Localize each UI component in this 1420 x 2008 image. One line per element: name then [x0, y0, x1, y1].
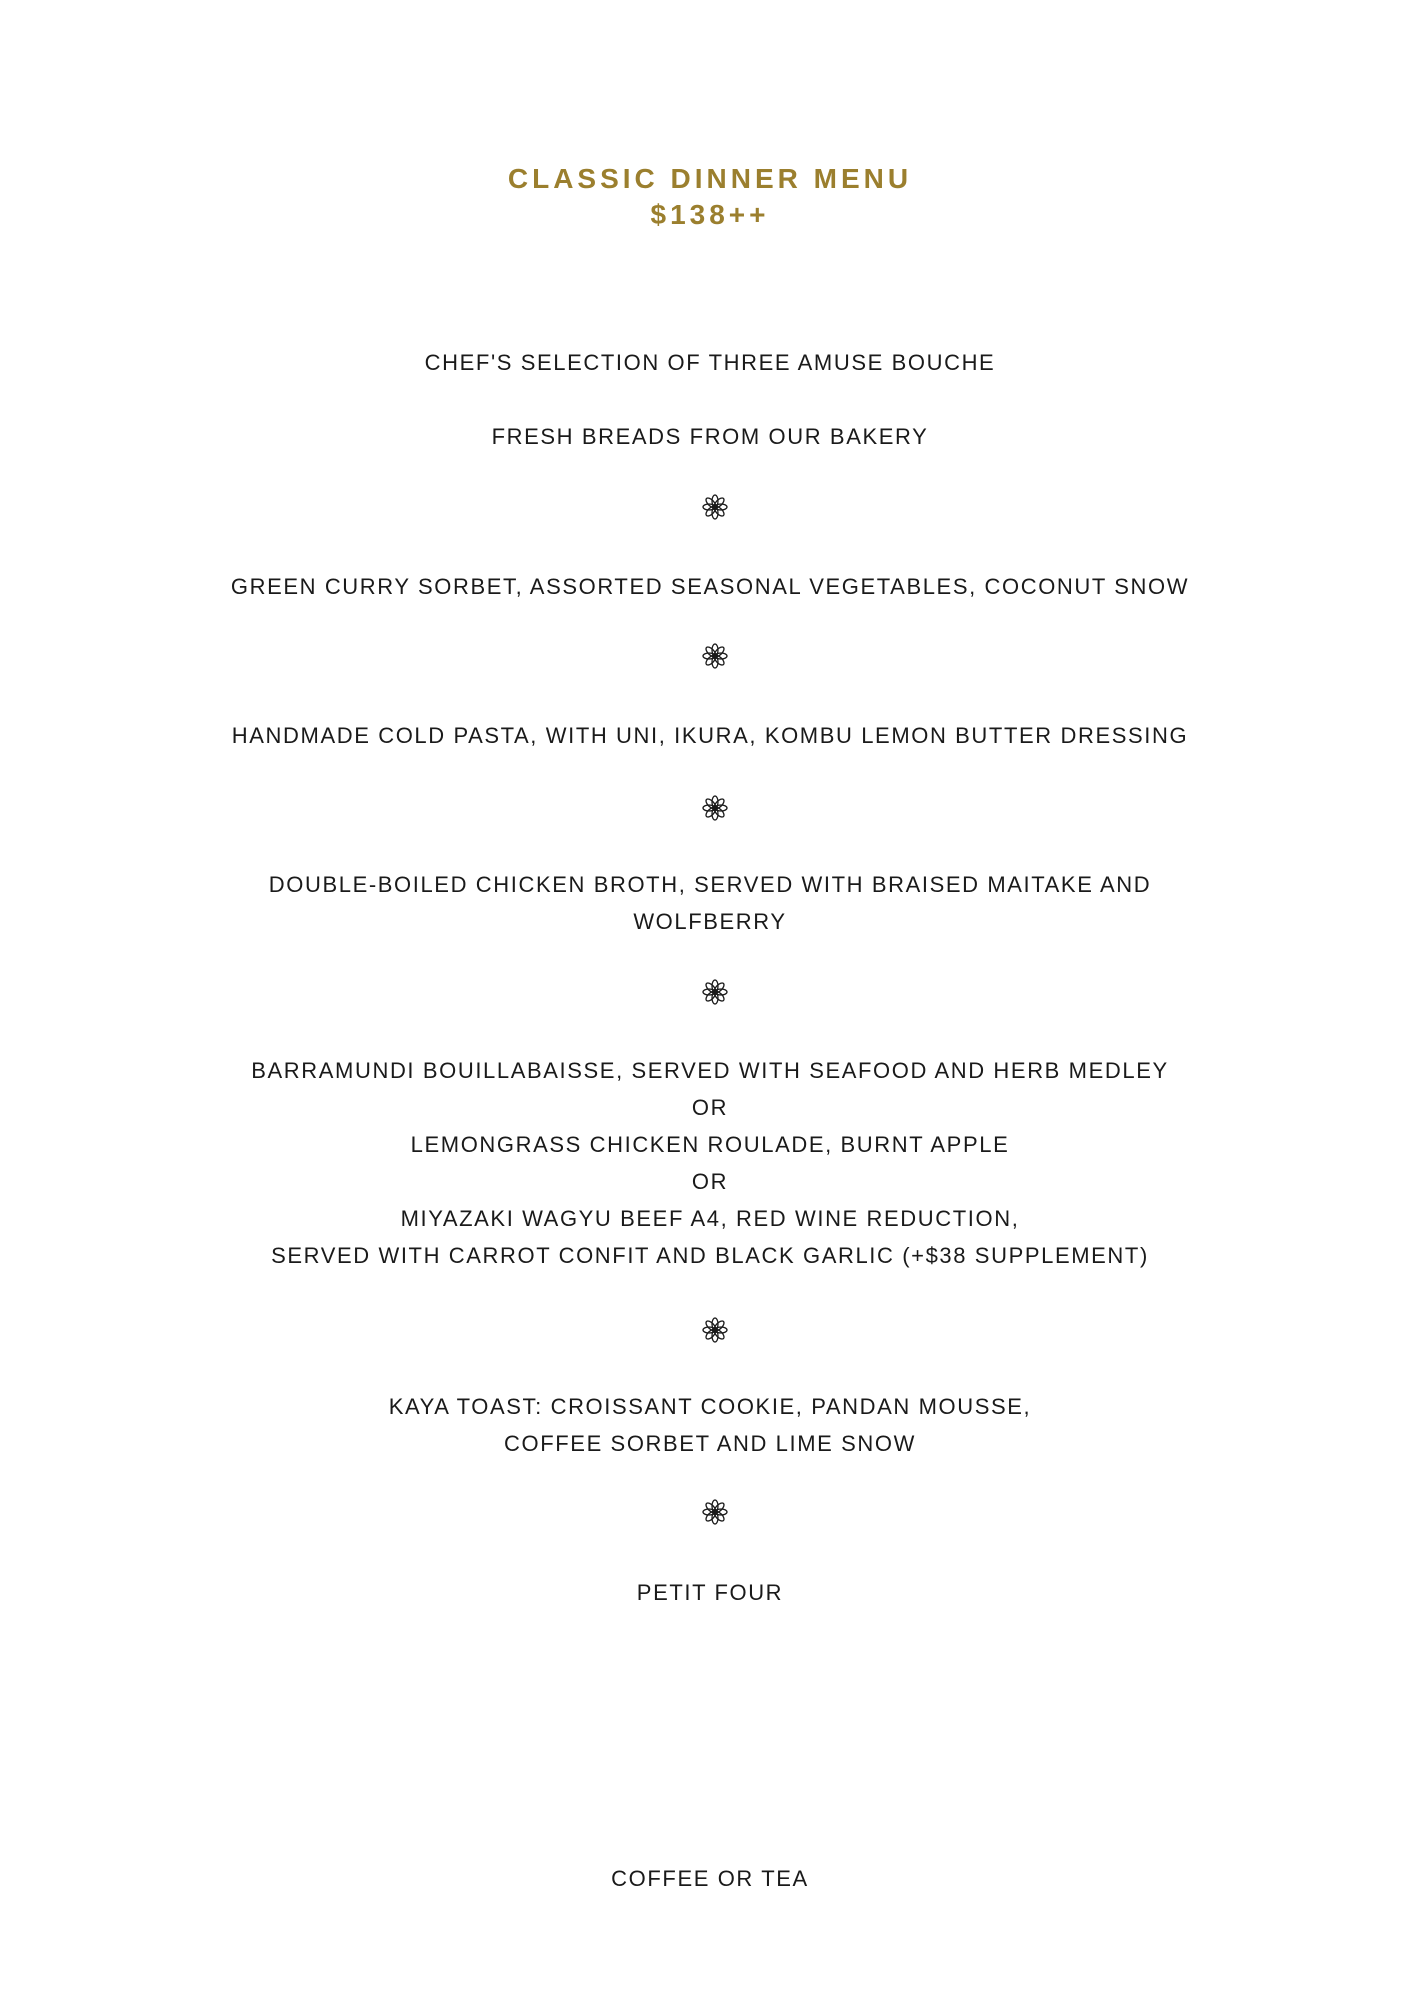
course-dessert-line1: KAYA TOAST: CROISSANT COOKIE, PANDAN MOUSSE,: [388, 1394, 1032, 1419]
course-main-option2: LEMONGRASS CHICKEN ROULADE, BURNT APPLE: [410, 1132, 1010, 1157]
flower-ornament-icon: [700, 641, 730, 671]
course-broth-line2: WOLFBERRY: [633, 909, 787, 934]
flower-ornament-icon: [700, 492, 730, 522]
course-coffee-tea: COFFEE OR TEA: [611, 1866, 809, 1891]
course-or-separator: OR: [691, 1095, 729, 1120]
flower-ornament-icon: [700, 1497, 730, 1527]
flower-ornament-icon: [700, 793, 730, 823]
course-or-separator: OR: [691, 1169, 729, 1194]
course-pasta: HANDMADE COLD PASTA, WITH UNI, IKURA, KOMBU LEMON BUTTER DRESSING: [231, 723, 1189, 748]
course-dessert-line2: COFFEE SORBET AND LIME SNOW: [504, 1431, 916, 1456]
course-petit-four: PETIT FOUR: [636, 1580, 784, 1605]
flower-ornament-icon: [700, 1315, 730, 1345]
course-broth-line1: DOUBLE-BOILED CHICKEN BROTH, SERVED WITH BRAISED MAITAKE AND: [268, 872, 1152, 897]
course-main-option1: BARRAMUNDI BOUILLABAISSE, SERVED WITH SEAFOOD AND HERB MEDLEY: [251, 1058, 1169, 1083]
course-bread: FRESH BREADS FROM OUR BAKERY: [491, 424, 929, 449]
course-sorbet: GREEN CURRY SORBET, ASSORTED SEASONAL VEGETABLES, COCONUT SNOW: [230, 574, 1190, 599]
course-amuse-bouche: CHEF'S SELECTION OF THREE AMUSE BOUCHE: [424, 350, 996, 375]
course-main-option3-line1: MIYAZAKI WAGYU BEEF A4, RED WINE REDUCTION,: [400, 1206, 1020, 1231]
menu-title: CLASSIC DINNER MENU: [507, 163, 913, 194]
flower-ornament-icon: [700, 977, 730, 1007]
course-main-option3-line2: SERVED WITH CARROT CONFIT AND BLACK GARLIC (+$38 SUPPLEMENT): [271, 1243, 1149, 1268]
menu-price: $138++: [650, 199, 770, 230]
